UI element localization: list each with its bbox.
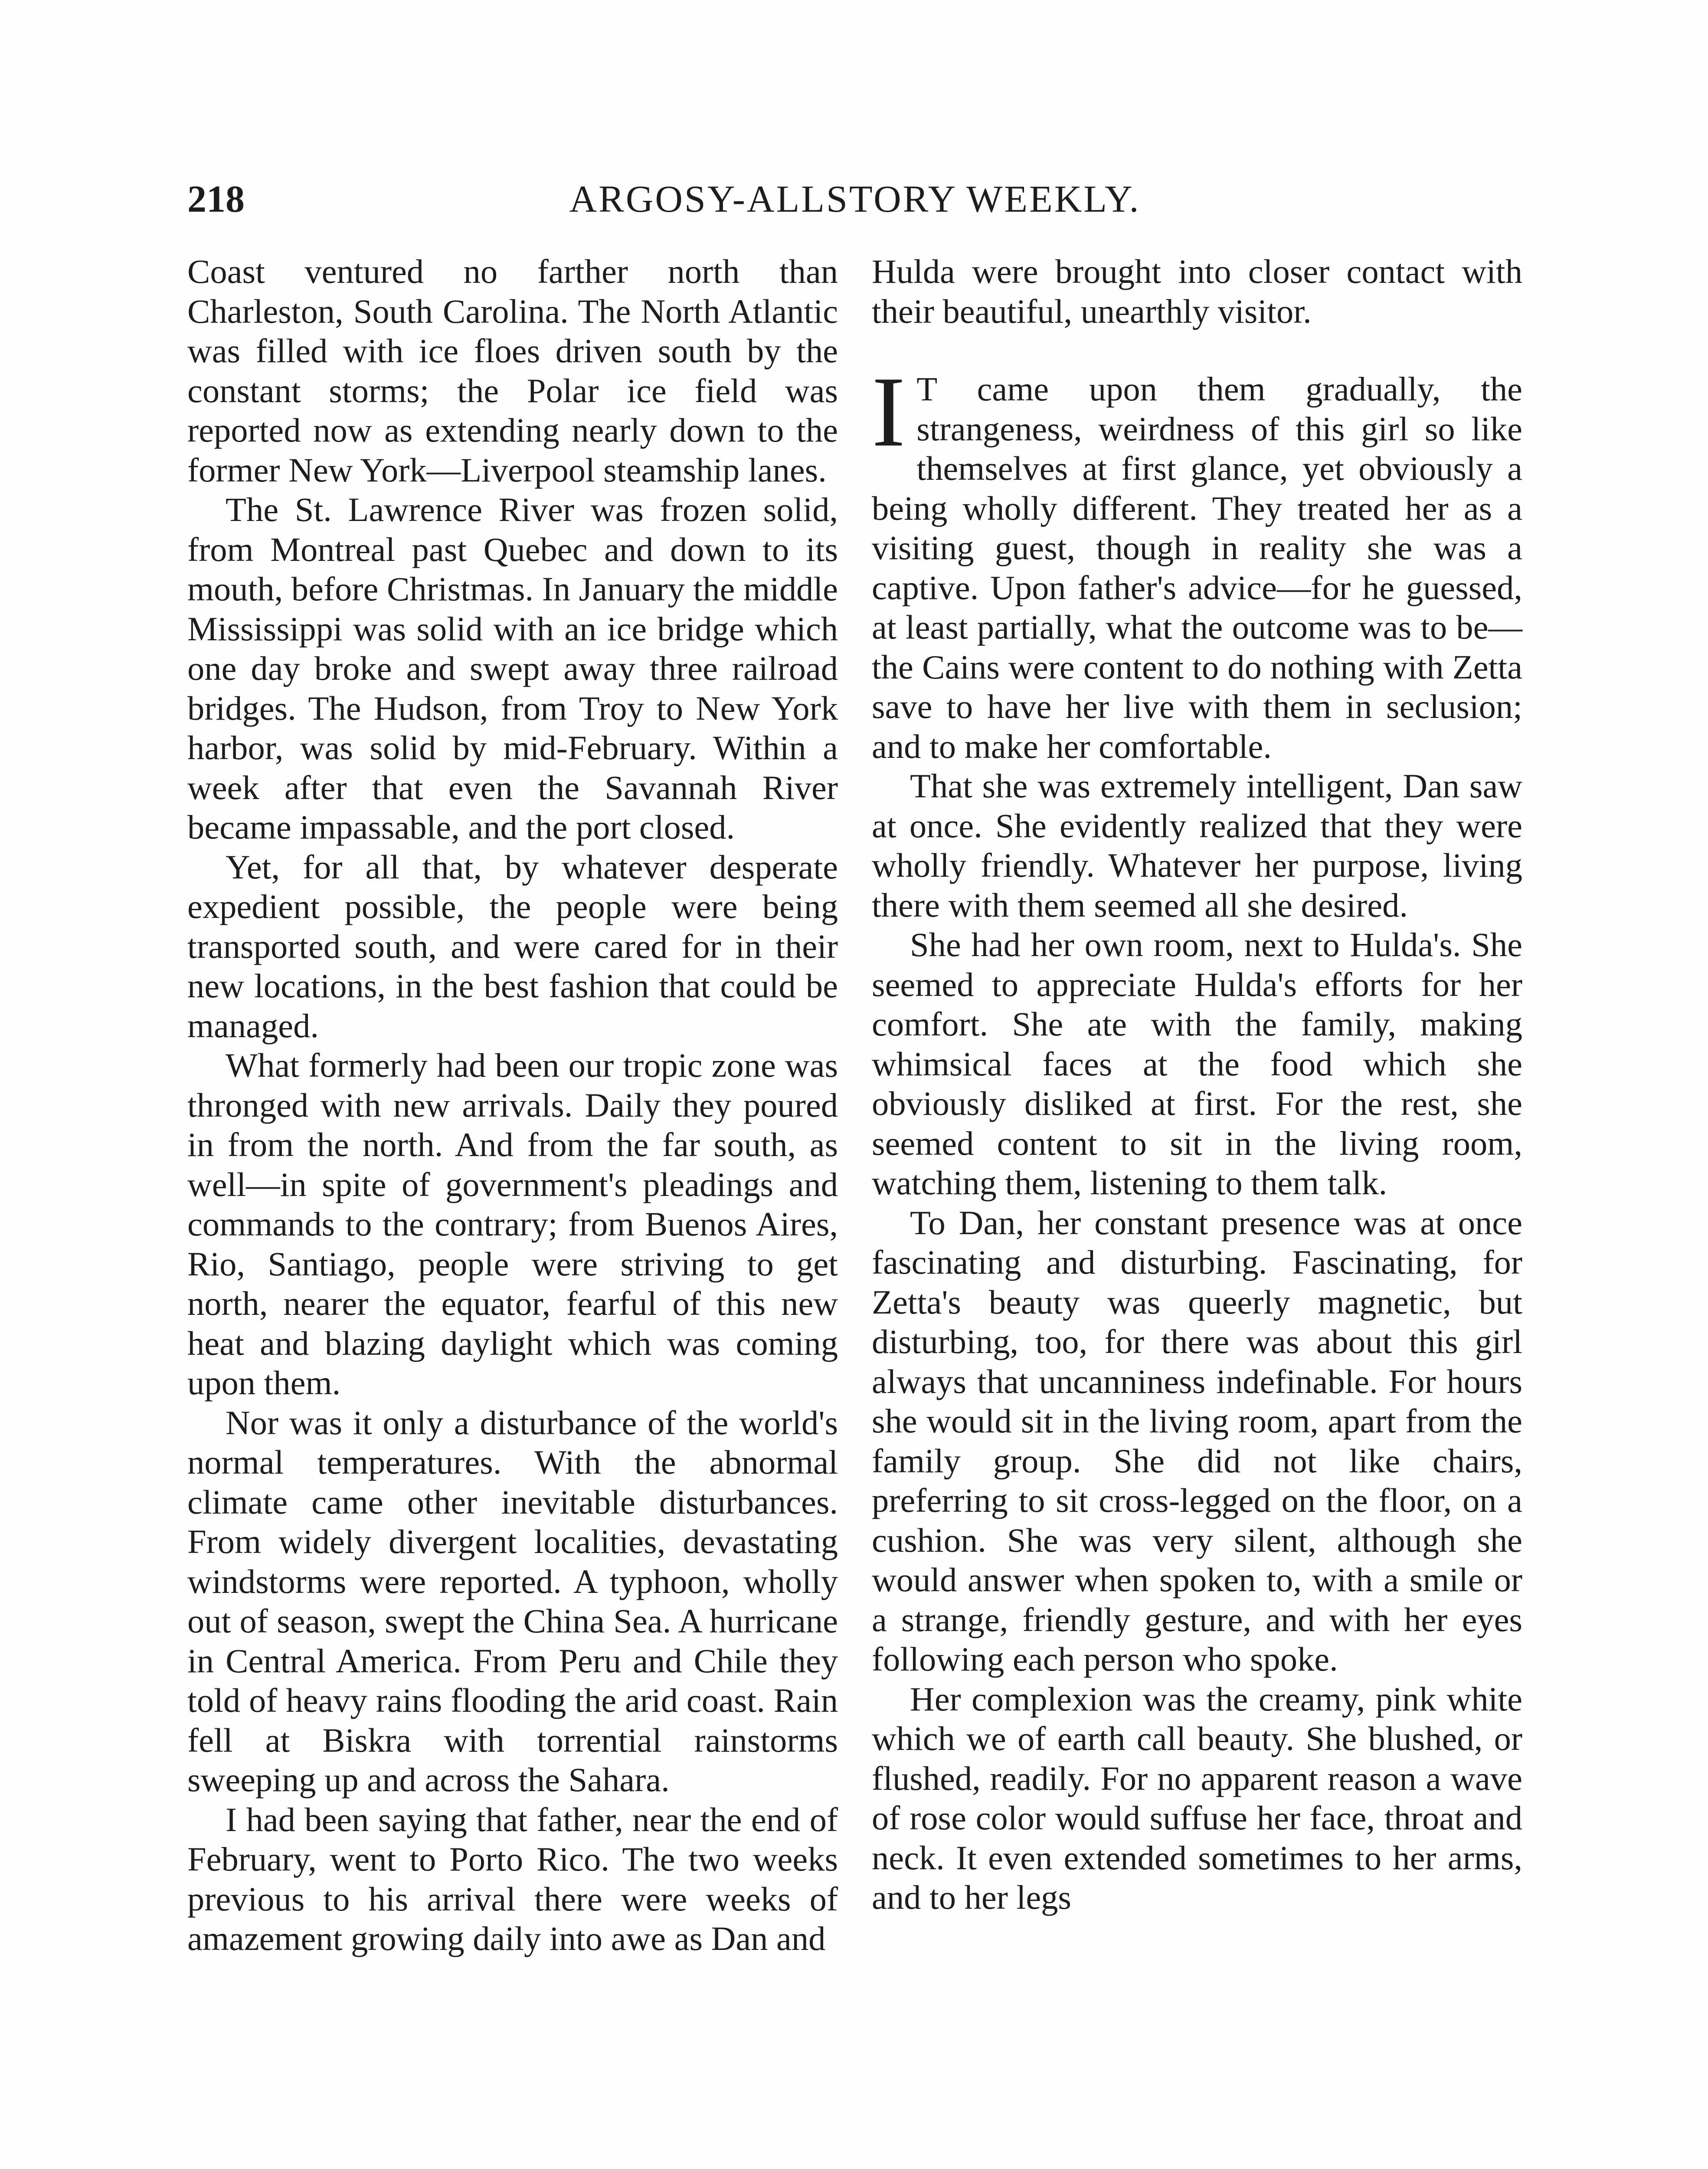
paragraph: Her complexion was the creamy, pink white which we of earth call beauty. She blushed, or flushed, readily. For no apparent reason a wave of rose color would suffuse her face, throat and neck. It even extended sometimes to her arms, and to her legs: [872, 1680, 1522, 1916]
page-header: [187, 174, 1522, 226]
drop-cap-text: T came upon them gradually, the strangeness, weirdness of this girl so like themselves at first glance, yet obviously a being wholly different. They treated her as a visiting guest, though in reality she was a captive. Upon father's advice—for he guessed, at least partially, what the outcome was to be—the Cains were content to do nothing with Zetta save to have her live with them in seclusion; and to make her comfortable.: [872, 370, 1522, 765]
paragraph: She had her own room, next to Hulda's. She seemed to appreciate Hulda's efforts for her comfort. She ate with the family, making whimsical faces at the food which she obviously disliked at first. For the rest, she seemed content to sit in the living room, watching them, listening to them talk.: [872, 926, 1522, 1202]
page-number: 218: [187, 178, 245, 220]
paragraph: I had been saying that father, near the end of February, went to Porto Rico. The two weeks previous to his arrival there were weeks of amazement growing daily into awe as Dan and: [187, 1800, 838, 1957]
right-column: [872, 252, 1522, 1917]
paragraph: Coast ventured no farther north than Charleston, South Carolina. The North Atlantic was filled with ice floes driven south by the constant storms; the Polar ice field was reported now as extending nearly down to the former New York—Liverpool steamship lanes.: [187, 252, 838, 489]
left-column: [187, 252, 838, 1959]
drop-cap: I: [872, 356, 906, 468]
paragraph: The St. Lawrence River was frozen solid, from Montreal past Quebec and down to its mouth, before Christmas. In January the middle Mississippi was solid with an ice bridge which one day broke and swept away three railroad bridges. The Hudson, from Troy to New York harbor, was solid by mid-February. Within a week after that even the Savannah River became impassable, and the port closed.: [187, 491, 838, 846]
paragraph: That she was extremely intelligent, Dan saw at once. She evidently realized that they were wholly friendly. Whatever her purpose, living there with them seemed all she desired.: [872, 767, 1522, 924]
section-opening-paragraph: [872, 356, 1522, 766]
paragraph: Hulda were brought into closer contact with their beautiful, unearthly visitor.: [872, 252, 1522, 330]
paragraph: Nor was it only a disturbance of the world's normal temperatures. With the abnormal climate came other inevitable disturbances. From widely divergent localities, devastating windstorms were reported. A typhoon, wholly out of season, swept the China Sea. A hurricane in Central America. From Peru and Chile they told of heavy rains flooding the arid coast. Rain fell at Biskra with torrential rainstorms sweeping up and across the Sahara.: [187, 1403, 838, 1799]
paragraph: What formerly had been our tropic zone was thronged with new arrivals. Daily they poured in from the north. And from the far south, as well—in spite of government's pleadings and commands to the contrary; from Buenos Aires, Rio, Santiago, people were striving to get north, nearer the equator, fearful of this new heat and blazing daylight which was coming upon them.: [187, 1046, 838, 1402]
running-title: ARGOSY-ALLSTORY WEEKLY.: [569, 178, 1141, 220]
paragraph: Yet, for all that, by whatever desperate expedient possible, the people were being transported south, and were cared for in their new locations, in the best fashion that could be managed.: [187, 848, 838, 1045]
paragraph: To Dan, her constant presence was at once fascinating and disturbing. Fascinating, for Zetta's beauty was queerly magnetic, but disturbing, too, for there was about this girl always that uncanniness indefinable. For hours she would sit in the living room, apart from the family group. She did not like chairs, preferring to sit cross-legged on the floor, on a cushion. She was very silent, although she would answer when spoken to, with a smile or a strange, friendly gesture, and with her eyes following each person who spoke.: [872, 1203, 1522, 1678]
